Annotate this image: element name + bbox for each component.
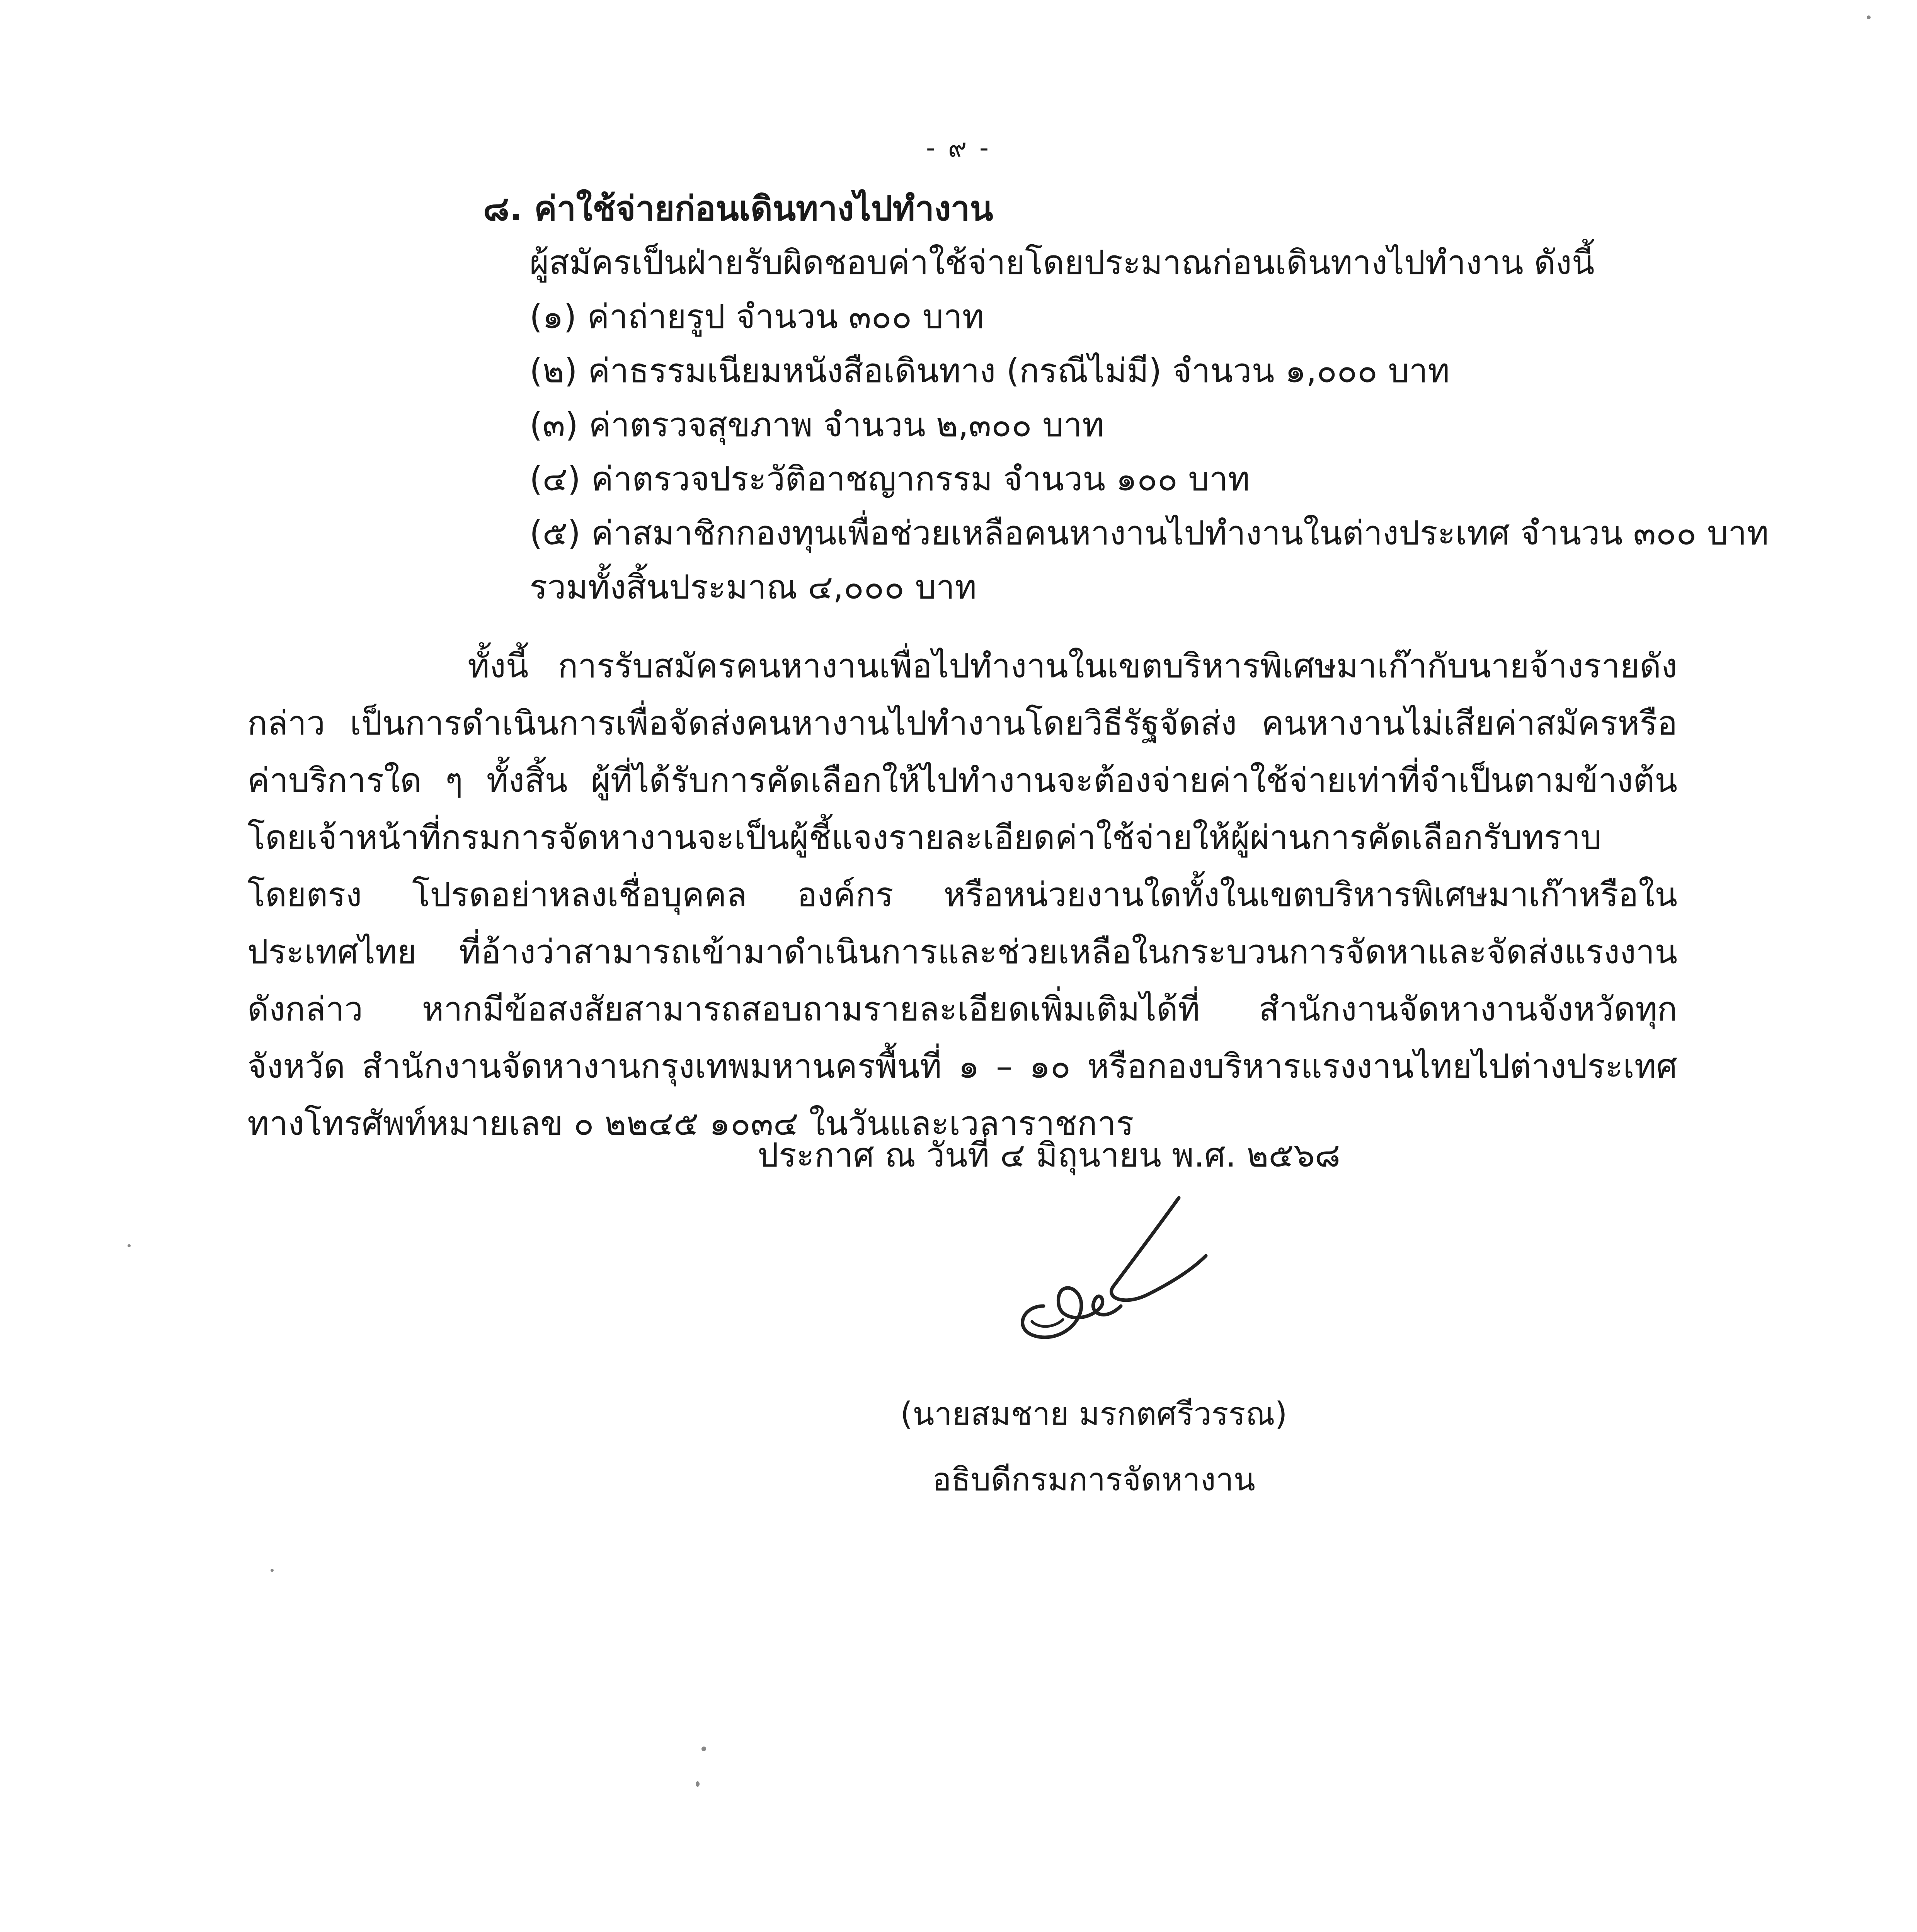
announce-date: ประกาศ ณ วันที่ ๔ มิถุนายน พ.ศ. ๒๕๖๘ bbox=[758, 1136, 1341, 1175]
scan-speck bbox=[1867, 15, 1871, 19]
cost-item: (๓) ค่าตรวจสุขภาพ จำนวน ๒,๓๐๐ บาท bbox=[529, 406, 1104, 444]
cost-section bbox=[483, 182, 1797, 614]
cost-item: (๕) ค่าสมาชิกกองทุนเพื่อช่วยเหลือคนหางานไปทำงานในต่างประเทศ จำนวน ๓๐๐ บาท bbox=[529, 514, 1769, 553]
page-number: - ๙ - bbox=[926, 133, 991, 163]
scan-speck bbox=[696, 1781, 700, 1787]
signer-title: อธิบดีกรมการจัดหางาน bbox=[932, 1461, 1255, 1498]
section-intro: ผู้สมัครเป็นฝ่ายรับผิดชอบค่าใช้จ่ายโดยประมาณก่อนเดินทางไปทำงาน ดังนี้ bbox=[529, 243, 1595, 282]
body-paragraph: ทั้งนี้ การรับสมัครคนหางานเพื่อไปทำงานในเขตบริหารพิเศษมาเก๊ากับนายจ้างรายดังกล่าว เป็นการดำเนินการเพื่อจัดส่งคนหางานไปทำงานโดยวิธีรัฐจัดส่ง คนหางานไม่เสียค่าสมัครหรือค่าบริการใด ๆ ทั้งสิ้น ผู้ที่ได้รับการคัดเลือกให้ไปทำงานจะต้องจ่ายค่าใช้จ่ายเท่าที่จำเป็นตามข้างต้น โดยเจ้าหน้าที่กรมการจัดหางานจะเป็นผู้ชี้แจงรายละเอียดค่าใช้จ่ายให้ผู้ผ่านการคัดเลือกรับทราบโดยตรง โปรดอย่าหลงเชื่อบุคคล องค์กร หรือหน่วยงานใดทั้งในเขตบริหารพิเศษมาเก๊าหรือในประเทศไทย ที่อ้างว่าสามารถเข้ามาดำเนินการและช่วยเหลือในกระบวนการจัดหาและจัดส่งแรงงานดังกล่าว หากมีข้อสงสัยสามารถสอบถามรายละเอียดเพิ่มเติมได้ที่ สำนักงานจัดหางานจังหวัดทุกจังหวัด สำนักงานจัดหางานกรุงเทพมหานครพื้นที่ ๑ – ๑๐ หรือกองบริหารแรงงานไทยไปต่างประเทศ ทางโทรศัพท์หมายเลข ๐ ๒๒๔๕ ๑๐๓๔ ในวันและเวลาราชการ bbox=[247, 647, 1677, 1143]
cost-item: (๔) ค่าตรวจประวัติอาชญากรรม จำนวน ๑๐๐ บาท bbox=[529, 460, 1250, 498]
cost-item: (๒) ค่าธรรมเนียมหนังสือเดินทาง (กรณีไม่มี) จำนวน ๑,๐๐๐ บาท bbox=[529, 352, 1450, 390]
cost-list bbox=[483, 290, 1797, 560]
scan-speck bbox=[701, 1747, 706, 1751]
signature-image bbox=[997, 1190, 1214, 1360]
section-heading: ๘. ค่าใช้จ่ายก่อนเดินทางไปทำงาน bbox=[483, 189, 993, 228]
cost-total: รวมทั้งสิ้นประมาณ ๔,๐๐๐ บาท bbox=[529, 568, 977, 607]
scan-speck bbox=[128, 1244, 131, 1247]
signer-name: (นายสมชาย มรกตศรีวรรณ) bbox=[900, 1396, 1287, 1432]
cost-item: (๑) ค่าถ่ายรูป จำนวน ๓๐๐ บาท bbox=[529, 298, 984, 336]
scan-speck bbox=[271, 1569, 274, 1572]
